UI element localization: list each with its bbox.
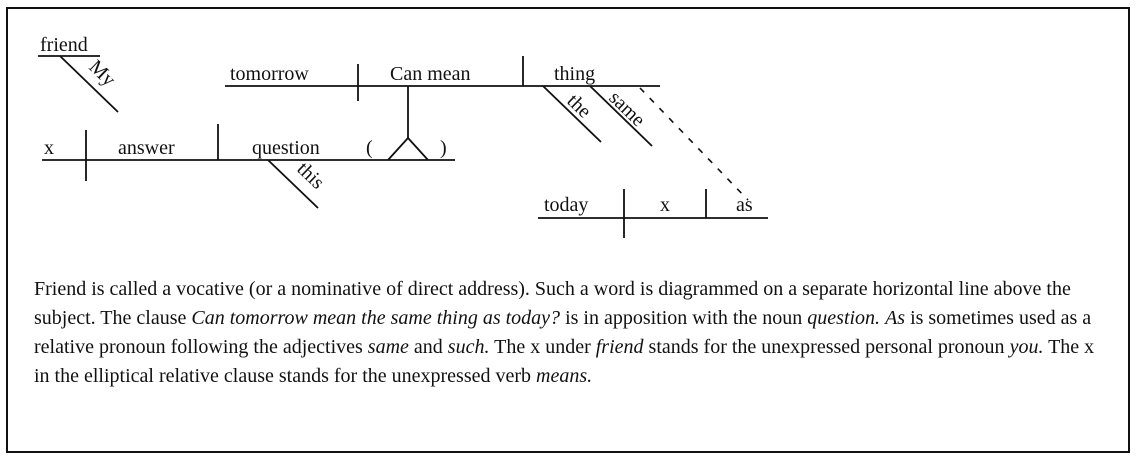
main-subject: x (44, 137, 54, 159)
relative-subject: today (544, 194, 589, 216)
vocative-modifier: My (84, 55, 120, 91)
explanation-s3-italic-c: such. (447, 336, 490, 358)
paren-open: ( (366, 137, 373, 159)
appositive-subject: tomorrow (230, 63, 309, 85)
relative-clause (538, 189, 768, 238)
relative-object: as (736, 194, 753, 216)
main-verb: answer (118, 137, 175, 159)
explanation-text (34, 275, 1114, 391)
explanation-s3-and: and (408, 336, 448, 358)
explanation-s2-italic: question. (807, 307, 881, 329)
explanation-s4: The x under (489, 336, 596, 358)
explanation-s4-b: stands for the unexpressed personal pronoun (643, 336, 1010, 358)
explanation-s3-italic-b: same (367, 336, 409, 358)
explanation-s2: is in apposition with the noun (560, 307, 808, 329)
dashed-connector (640, 88, 748, 200)
explanation-s3: is sometimes used as a relative pronoun following the adjectives (34, 307, 1092, 358)
main-object-modifier: this (292, 157, 329, 194)
modifier-same: same (604, 86, 650, 132)
vocative-group (38, 34, 120, 112)
appositive-object: thing (554, 63, 596, 85)
explanation-s4-italic: friend (595, 336, 644, 358)
pedestal-icon (388, 138, 428, 160)
relative-verb: x (660, 194, 670, 216)
paren-close: ) (440, 137, 447, 159)
main-clause (42, 124, 455, 208)
explanation-s1: Friend is called a vocative (or a nominative of direct address). Such a word is diagrammed on a separate horizontal line above the subject. The clause (34, 278, 1071, 329)
explanation-s5: The x in the elliptical relative clause stands for the unexpressed verb (34, 336, 1095, 387)
appositive-verb: Can mean (390, 63, 471, 85)
explanation-s4-italic-b: you. (1009, 336, 1044, 358)
appositive-clause (225, 56, 660, 146)
explanation-s3-italic: As (885, 307, 906, 329)
explanation-s5-italic: means. (536, 365, 593, 387)
vocative-word: friend (40, 34, 88, 56)
explanation-paragraph (34, 275, 1114, 391)
explanation-s1-italic: Can tomorrow mean the same thing as today? (191, 307, 561, 329)
main-object: question (252, 137, 320, 159)
modifier-the: the (562, 89, 596, 123)
